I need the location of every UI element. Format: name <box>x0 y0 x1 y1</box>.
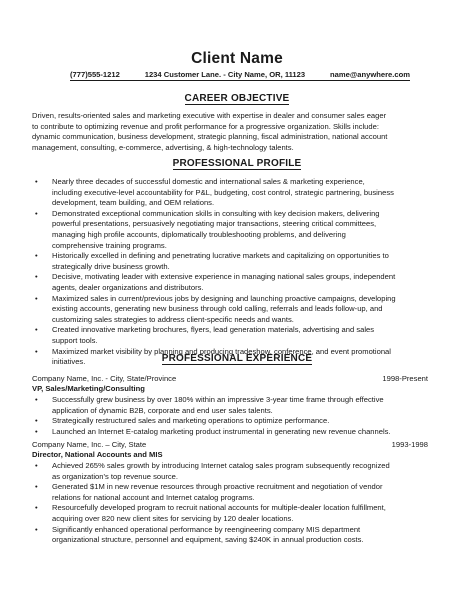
bullet-line: • Created innovative marketing brochures, flyers, lead generation materials, advertising and sales <box>52 325 375 335</box>
bullet-line: comprehensive training programs. <box>52 240 167 250</box>
profile-bullet <box>32 209 446 251</box>
job-title: VP, Sales/Marketing/Consulting <box>32 384 145 393</box>
professional-experience-title: PROFESSIONAL EXPERIENCE <box>161 353 313 364</box>
job-bullet-list <box>32 395 446 437</box>
bullet-line: • Launched an Internet E-catalog marketing product instrumental in generating new revenue channels. <box>52 426 391 436</box>
bullet-line: powerful presentations, persuasively negotiating major transactions, steering critical committees, <box>52 219 377 229</box>
job-bullet <box>32 525 446 546</box>
profile-bullet <box>32 294 446 326</box>
bullet-line: initiatives. <box>52 357 86 367</box>
bullet-line: • Resourcefully developed program to recruit national accounts for multiple-dealer location fulfillment, <box>52 503 386 513</box>
bullet-line: • Maximized sales in current/previous jobs by designing and launching proactive campaigns, developing <box>52 293 396 303</box>
bullet-line: • Decisive, motivating leader with extensive experience in managing national sales groups, independent <box>52 272 396 282</box>
client-name-heading: Client Name <box>191 50 283 67</box>
bullet-line: • Maximized market visibility by planning and producing tradeshow, conference, and event promotional <box>52 346 391 356</box>
objective-line: dynamic communication, business development, strategic planning, fiscal administration, national account <box>32 132 388 142</box>
bullet-line: • Generated $1M in new revenue resources through proactive recruitment and negotiation of vendor <box>52 482 383 492</box>
bullet-line: including executive-level accountability for P&L, budgeting, cost control, strategic partnering, business <box>52 187 394 197</box>
professional-experience-heading <box>0 353 474 364</box>
mailing-address: 1234 Customer Lane. - City Name, OR, 11123 <box>144 70 306 79</box>
bullet-line: existing accounts, generating new business through cold calling, referrals and leads follow-up, and <box>52 304 383 314</box>
bullet-line: organizational structure, personnel and equipment, saving $240K in annual production costs. <box>52 535 364 545</box>
bullet-line: as organization's top revenue source. <box>52 471 178 481</box>
bullet-line: • Nearly three decades of successful domestic and international sales & marketing experience, <box>52 177 365 186</box>
job-bullet <box>32 461 446 482</box>
profile-bullet <box>32 177 446 209</box>
job-company: Company Name, Inc. - City, State/Province <box>32 374 177 383</box>
bullet-line: managing high profile accounts, diplomatically troubleshooting problems, and delivering <box>52 229 346 239</box>
career-objective-heading <box>0 93 474 104</box>
bullet-line: • Demonstrated exceptional communication skills in consulting with key decision makers, delivering <box>52 208 380 218</box>
profile-bullet <box>32 272 446 293</box>
job-header <box>32 374 446 385</box>
job-bullet <box>32 395 446 416</box>
job-bullet <box>32 503 446 524</box>
career-objective-title: CAREER OBJECTIVE <box>184 93 290 104</box>
professional-profile-heading <box>0 158 474 169</box>
bullet-line: agents, dealer organizations and distributors. <box>52 282 204 292</box>
bullet-line: development, team building, and OEM relations. <box>52 198 215 208</box>
bullet-line: acquiring over 820 new client sites for servicing by 120 dealer locations. <box>52 513 294 523</box>
bullet-line: relations for national account and Internet catalog programs. <box>52 492 255 502</box>
objective-line: Driven, results-oriented sales and marketing executive with expertise in dealer and consumer sales eager <box>32 111 387 120</box>
job-bullet <box>32 416 446 427</box>
bullet-line: customizing sales strategies to address client-specific needs and wants. <box>52 314 294 324</box>
job-header <box>32 440 446 451</box>
profile-bullet-list <box>32 177 446 368</box>
career-objective-text <box>32 111 446 153</box>
job-bullet <box>32 482 446 503</box>
bullet-line: • Achieved 265% sales growth by introducing Internet catalog sales program subsequently recognized <box>52 461 390 470</box>
profile-bullet <box>32 251 446 272</box>
bullet-line: support tools. <box>52 335 98 345</box>
job-company: Company Name, Inc. – City, State <box>32 440 147 449</box>
objective-line: management, consulting, e-commerce, advertising, & high-technology talents. <box>32 142 294 152</box>
bullet-line: • Historically excelled in defining and penetrating lucrative markets and capitalizing on opportunities to <box>52 251 389 261</box>
bullet-line: • Significantly enhanced operational performance by reengineering company MIS department <box>52 524 361 534</box>
professional-profile-title: PROFESSIONAL PROFILE <box>172 158 302 169</box>
email-address[interactable]: name@anywhere.com <box>330 70 410 79</box>
bullet-line: • Successfully grew business by over 180% within an impressive 3-year time frame through effective <box>52 395 384 404</box>
job-title: Director, National Accounts and MIS <box>32 450 163 459</box>
phone-number: (777)555-1212 <box>70 70 120 79</box>
bullet-line: • Strategically restructured sales and marketing operations to optimize performance. <box>52 416 330 426</box>
contact-line <box>70 70 410 81</box>
profile-bullet <box>32 325 446 346</box>
objective-line: to contribute to optimizing revenue and profit performance for a progressive organization. Skills include: <box>32 121 379 131</box>
job-dates: 1998-Present <box>382 374 428 383</box>
job-bullet <box>32 427 446 438</box>
bullet-line: strategically drive business growth. <box>52 261 170 271</box>
job-dates: 1993-1998 <box>391 440 428 449</box>
bullet-line: application of dynamic B2B, corporate and end user sales talents. <box>52 405 273 415</box>
job-bullet-list <box>32 461 446 546</box>
